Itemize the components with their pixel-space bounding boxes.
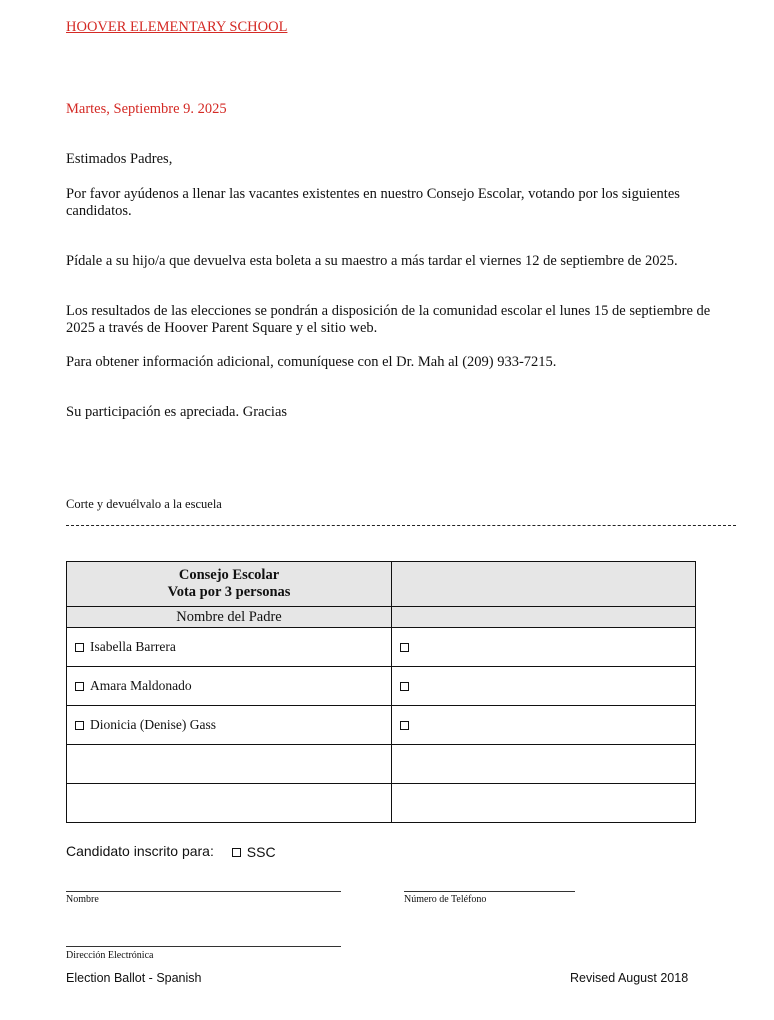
write-in-vote-cell[interactable] — [392, 745, 696, 784]
name-field-line[interactable] — [66, 891, 341, 892]
candidate-row — [67, 667, 696, 706]
candidate-name: Isabella Barrera — [90, 638, 176, 654]
greeting: Estimados Padres, — [66, 151, 173, 167]
ballot-title — [75, 567, 383, 601]
candidate-registered — [66, 843, 276, 860]
phone-field-label: Número de Teléfono — [404, 894, 487, 905]
paragraph-vacancies: Por favor ayúdenos a llenar las vacantes existentes en nuestro Consejo Escolar, votando por los siguientes candidatos. — [66, 186, 680, 219]
ssc-checkbox[interactable] — [232, 848, 241, 857]
write-in-cell[interactable] — [67, 745, 392, 784]
candidate-registered-label: Candidato inscrito para: — [66, 843, 214, 859]
candidate-row — [67, 628, 696, 667]
vote-checkbox[interactable] — [400, 721, 409, 730]
subheader-blank-cell — [392, 607, 696, 628]
checkbox-icon[interactable] — [75, 682, 84, 691]
ballot-header-blank-cell — [392, 562, 696, 607]
vote-cell — [392, 706, 696, 745]
vote-cell — [392, 667, 696, 706]
write-in-row — [67, 784, 696, 823]
email-field-label: Dirección Electrónica — [66, 950, 154, 961]
ballot-title-line2: Vota por 3 personas — [167, 584, 291, 600]
write-in-cell[interactable] — [67, 784, 392, 823]
parent-name-column-label: Nombre del Padre — [67, 607, 392, 628]
ballot-table — [66, 561, 696, 823]
paragraph-results: Los resultados de las elecciones se pondrán a disposición de la comunidad escolar el lunes 15 de septiembre de 2025 a través de Hoover Parent Square y el sitio web. — [66, 303, 711, 336]
write-in-vote-cell[interactable] — [392, 784, 696, 823]
phone-field-line[interactable] — [404, 891, 575, 892]
checkbox-icon[interactable] — [75, 643, 84, 652]
checkbox-icon[interactable] — [75, 721, 84, 730]
candidate-cell — [67, 667, 392, 706]
name-field-label: Nombre — [66, 894, 99, 905]
write-in-row — [67, 745, 696, 784]
footer-revision: Revised August 2018 — [570, 971, 689, 985]
ballot-title-cell — [67, 562, 392, 607]
school-name: HOOVER ELEMENTARY SCHOOL — [66, 19, 288, 35]
ballot-title-line1: Consejo Escolar — [178, 567, 280, 583]
ssc-label: SSC — [246, 843, 276, 860]
vote-checkbox[interactable] — [400, 643, 409, 652]
candidate-cell — [67, 706, 392, 745]
vote-cell — [392, 628, 696, 667]
cut-line-divider — [66, 525, 736, 526]
paragraph-contact: Para obtener información adicional, comuníquese con el Dr. Mah al (209) 933-7215. — [66, 354, 557, 370]
paragraph-return-deadline: Pídale a su hijo/a que devuelva esta boleta a su maestro a más tardar el viernes 12 de septiembre de 2025. — [66, 253, 678, 269]
candidate-name: Dionicia (Denise) Gass — [90, 716, 216, 732]
ballot-header-row — [67, 562, 696, 607]
ballot-subheader-row — [67, 607, 696, 628]
footer-form-name: Election Ballot - Spanish — [66, 971, 202, 985]
paragraph-thanks: Su participación es apreciada. Gracias — [66, 404, 288, 420]
candidate-row — [67, 706, 696, 745]
cut-instruction: Corte y devuélvalo a la escuela — [66, 497, 222, 511]
candidate-cell — [67, 628, 392, 667]
letter-date: Martes, Septiembre 9. 2025 — [66, 101, 227, 117]
email-field-line[interactable] — [66, 946, 341, 947]
candidate-name: Amara Maldonado — [90, 677, 192, 693]
vote-checkbox[interactable] — [400, 682, 409, 691]
